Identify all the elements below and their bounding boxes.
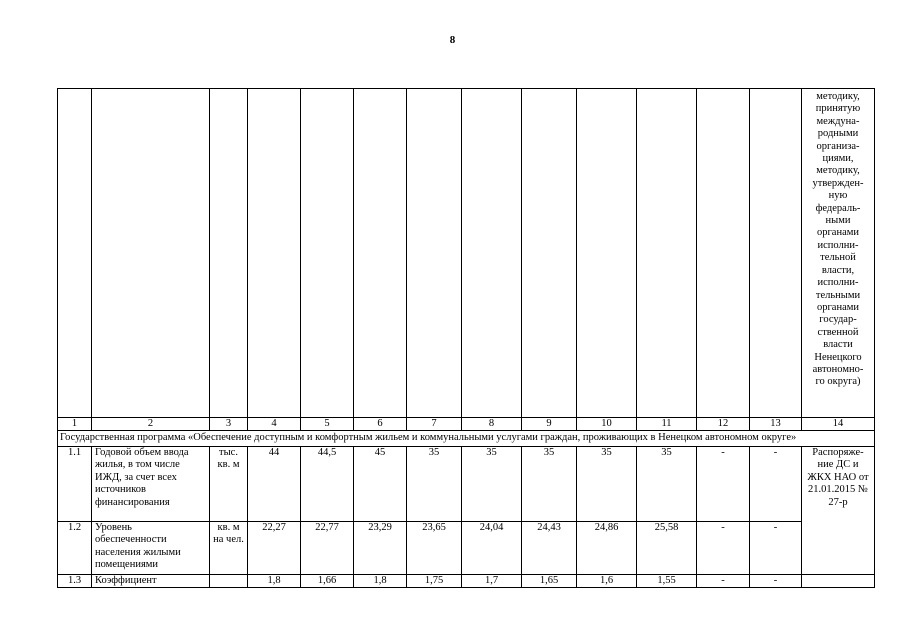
value-cell: 35	[577, 447, 637, 522]
col14-line: тельной	[820, 252, 856, 264]
program-row	[58, 431, 875, 447]
value-cell: 24,04	[462, 522, 522, 575]
indicator-name: Коэффициент	[92, 575, 210, 588]
row-number: 1.3	[58, 575, 92, 588]
value-cell: 1,65	[522, 575, 577, 588]
cont-cell	[354, 89, 407, 418]
value-cell: 1,66	[301, 575, 354, 588]
value-cell: 44	[248, 447, 301, 522]
cont-cell	[248, 89, 301, 418]
page-number: 8	[449, 34, 456, 46]
value-cell: 22,77	[301, 522, 354, 575]
col14-line: родными	[817, 128, 859, 140]
cont-cell	[301, 89, 354, 418]
col14-line: циями,	[822, 153, 854, 165]
value-cell: -	[750, 522, 802, 575]
column-number: 5	[301, 418, 354, 431]
col14-line: принятую	[815, 103, 861, 115]
column-number: 7	[407, 418, 462, 431]
column-number: 3	[210, 418, 248, 431]
value-cell: 44,5	[301, 447, 354, 522]
column-number: 10	[577, 418, 637, 431]
value-cell: 1,8	[248, 575, 301, 588]
col14-line: исполни-	[817, 239, 859, 251]
col14-line: методику,	[816, 165, 860, 177]
value-cell: -	[697, 522, 750, 575]
column-number: 8	[462, 418, 522, 431]
value-cell: 24,86	[577, 522, 637, 575]
indicator-name: Годовой объем ввода жилья, в том числе ИЖД, за счет всех источников финансирования	[92, 447, 210, 522]
indicators-table	[57, 88, 875, 588]
col14-line: Ненецкого	[814, 351, 862, 363]
value-cell: 35	[637, 447, 697, 522]
col14-line: методику,	[816, 91, 860, 102]
column-number: 12	[697, 418, 750, 431]
cont-cell	[92, 89, 210, 418]
cont-cell	[750, 89, 802, 418]
column-number: 1	[58, 418, 92, 431]
col14-line: го округа)	[815, 376, 861, 388]
row-number: 1.1	[58, 447, 92, 522]
unit	[210, 575, 248, 588]
value-cell: -	[697, 575, 750, 588]
value-cell: -	[750, 575, 802, 588]
cont-cell	[697, 89, 750, 418]
col14-line: междуна-	[816, 115, 860, 127]
cont-cell	[637, 89, 697, 418]
column-number: 6	[354, 418, 407, 431]
col14-line: органами	[816, 227, 859, 239]
column-number: 2	[92, 418, 210, 431]
col14-text	[805, 91, 871, 389]
value-cell: 35	[522, 447, 577, 522]
column-number: 13	[750, 418, 802, 431]
column-number: 4	[248, 418, 301, 431]
cont-cell	[407, 89, 462, 418]
continuation-row	[58, 89, 875, 418]
value-cell: -	[750, 447, 802, 522]
column-number: 14	[802, 418, 875, 431]
value-cell: 25,58	[637, 522, 697, 575]
value-cell: 1,7	[462, 575, 522, 588]
col14-line: автономно-	[812, 363, 864, 375]
value-cell: -	[697, 447, 750, 522]
column-number: 11	[637, 418, 697, 431]
source-note: Распоряже-ние ДС и ЖКХ НАО от 21.01.2015 № 27-р	[802, 447, 875, 575]
value-cell: 45	[354, 447, 407, 522]
unit: кв. м на чел.	[210, 522, 248, 575]
col14-line: исполни-	[817, 277, 859, 289]
value-cell: 24,43	[522, 522, 577, 575]
unit: тыс. кв. м	[210, 447, 248, 522]
table-row	[58, 522, 875, 575]
cont-cell	[522, 89, 577, 418]
value-cell: 23,29	[354, 522, 407, 575]
cont-cell	[577, 89, 637, 418]
col14-line: власти	[823, 339, 853, 351]
col14-line: ными	[825, 215, 851, 227]
value-cell: 23,65	[407, 522, 462, 575]
column-number: 9	[522, 418, 577, 431]
cont-cell	[58, 89, 92, 418]
col14-line: ную	[828, 190, 848, 202]
table-row	[58, 575, 875, 588]
col14-line: ственной	[817, 326, 859, 338]
col14-line: федераль-	[815, 202, 861, 214]
indicator-name: Уровень обеспеченности населения жилыми помещениями	[92, 522, 210, 575]
value-cell: 1,6	[577, 575, 637, 588]
empty-cell	[802, 575, 875, 588]
col14-line: утвержден-	[812, 177, 864, 189]
value-cell: 35	[407, 447, 462, 522]
col14-line: власти,	[821, 264, 855, 276]
cont-cell-col14	[802, 89, 875, 418]
column-number-row	[58, 418, 875, 431]
col14-line: тельными	[815, 289, 861, 301]
row-number: 1.2	[58, 522, 92, 575]
cont-cell	[210, 89, 248, 418]
table-row	[58, 447, 875, 522]
value-cell: 1,55	[637, 575, 697, 588]
col14-line: организа-	[816, 140, 860, 152]
col14-line: органами	[816, 301, 859, 313]
value-cell: 22,27	[248, 522, 301, 575]
cont-cell	[462, 89, 522, 418]
value-cell: 35	[462, 447, 522, 522]
value-cell: 1,8	[354, 575, 407, 588]
value-cell: 1,75	[407, 575, 462, 588]
col14-line: государ-	[819, 314, 857, 326]
program-title: Государственная программа «Обеспечение доступным и комфортным жильем и коммунальными услугами граждан, проживающих в Ненецком автономном округе»	[58, 431, 875, 447]
